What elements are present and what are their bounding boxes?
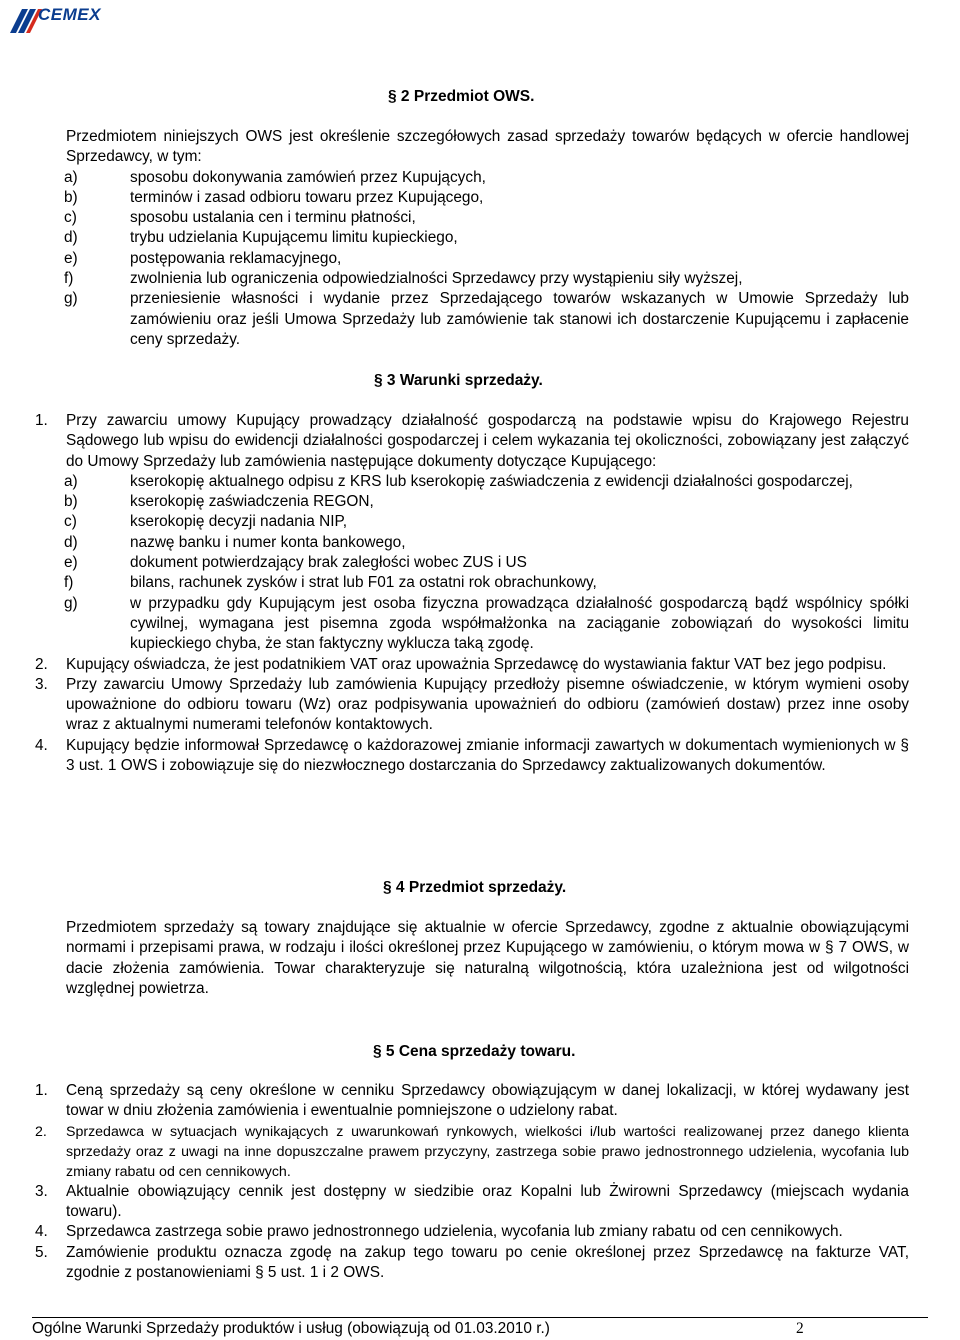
section-4-body	[66, 918, 909, 999]
list-item: f) zwolnienia lub ograniczenia odpowiedzialności Sprzedawcy przy wystąpieniu siły wyższej,	[64, 270, 743, 288]
numbered-point: 4. Sprzedawca zastrzega sobie prawo jednostronnego udzielenia, wycofania lub zmiany rabatu od cen cennikowych.	[35, 1223, 843, 1241]
section-2-body	[66, 127, 909, 350]
list-item: a) sposobu dokonywania zamówień przez Kupujących,	[64, 168, 486, 186]
list-item: d) trybu udzielania Kupującemu limitu kupieckiego,	[64, 229, 458, 247]
numbered-point: 5. Zamówienie produktu oznacza zgodę na zakup tego towaru po cenie określonej przez Sprzedawcę na fakturze VAT, zgodnie z postanowieniami § 5 ust. 1 i 2 OWS.	[35, 1243, 909, 1282]
list-item: e) postępowania reklamacyjnego,	[64, 249, 342, 267]
section-5-heading: § 5 Cena sprzedaży towaru.	[373, 1043, 576, 1060]
footer-divider	[32, 1317, 928, 1318]
list-item: g) w przypadku gdy Kupującym jest osoba fizyczna prowadząca działalność gospodarczą bądź wspólnicy spółki cywilnej, wymagana jest pisemna zgoda współmałżonka na zaciąganie zobowiązań do wysokości limitu kupieckiego chyba, że stan faktyczny wyklucza taką zgodę.	[64, 594, 909, 653]
section-2-intro: Przedmiotem niniejszych OWS jest określenie szczegółowych zasad sprzedaży towarów będących w ofercie handlowej Sprzedawcy, w tym:	[66, 128, 909, 166]
list-item: d) nazwę banku i numer konta bankowego,	[64, 533, 406, 551]
section-4-heading: § 4 Przedmiot sprzedaży.	[383, 879, 567, 896]
list-item: e) dokument potwierdzający brak zaległości wobec ZUS i US	[64, 554, 527, 572]
section-5-body	[35, 1081, 909, 1283]
list-item: a) kserokopię aktualnego odpisu z KRS lub kserokopię zaświadczenia z ewidencji działalności gospodarczej,	[64, 472, 853, 490]
section-4-text: Przedmiotem sprzedaży są towary znajdujące się aktualnie w ofercie Sprzedawcy, zgodne z aktualnie obowiązującymi normami i przepisami prawa, w rodzaju i ilości określonej przez Kupującego w zamówieniu, o którym mowa w § 7 OWS, w dacie złożenia zamówienia. Towar charakteryzuje się naturalną wilgotnością, która uzależniona jest od wilgotności względnej powietrza.	[66, 919, 909, 997]
list-item: b) kserokopię zaświadczenia REGON,	[64, 493, 374, 511]
numbered-point: 1. Ceną sprzedaży są ceny określone w cenniku Sprzedawcy obowiązującym w danej lokalizacji, w której wydawany jest towar w dniu złożenia zamówienia i ewentualnie pomniejszone o udzielony rabat.	[35, 1082, 909, 1120]
section-3-heading: § 3 Warunki sprzedaży.	[374, 372, 543, 389]
numbered-point: 4. Kupujący będzie informował Sprzedawcę o każdorazowej zmianie informacji zawartych w dokumentach wymienionych w § 3 ust. 1 OWS i zobowiązuje się do niezwłocznego dostarczania do Sprzedawcy zaktualizowanych dokumentów.	[35, 736, 909, 775]
list-item: b) terminów i zasad odbioru towaru przez Kupującego,	[64, 188, 484, 206]
list-item: g) przeniesienie własności i wydanie przez Sprzedającego towarów wskazanych w Umowie Sprzedaży lub zamówieniu oraz jeśli Umowa Sprzedaży lub zamówienie tak stanowi ich dostarczenie Kupującemu i zapłacenie ceny sprzedaży.	[64, 290, 909, 348]
numbered-point: 2. Kupujący oświadcza, że jest podatnikiem VAT oraz upoważnia Sprzedawcę do wystawiania faktur VAT bez jego podpisu.	[35, 655, 887, 673]
numbered-point: 1. Przy zawarciu umowy Kupujący prowadzący działalność gospodarczą na podstawie wpisu do Krajowego Rejestru Sądowego lub wpisu do ewidencji działalności gospodarczej i celem wykazania tej okoliczności, zobowiązany jest załączyć do Umowy Sprzedaży lub zamówienia następujące dokumenty dotyczące Kupującego:	[35, 412, 909, 470]
numbered-point: 3. Przy zawarciu Umowy Sprzedaży lub zamówienia Kupujący przedłoży pisemne oświadczenie, w którym wymieni osoby upoważnione do odbioru towaru (Wz) oraz podpisywania upoważnień do odbioru (zamówień dostaw) przez inne osoby wraz z aktualnymi numerami telefonów kontaktowych.	[35, 675, 909, 734]
page-number: 2	[796, 1320, 804, 1337]
section-3-body	[35, 411, 909, 776]
footer-title: Ogólne Warunki Sprzedaży produktów i usług (obowiązują od 01.03.2010 r.)	[32, 1320, 550, 1337]
section-2-heading: § 2 Przedmiot OWS.	[388, 88, 535, 105]
numbered-point: 2. Sprzedawca w sytuacjach wynikających z uwarunkowań rynkowych, wielkości i/lub wartości realizowanej przez danego klienta sprzedaży oraz z uwagi na inne dopuszczalne prawem przyczyny, zastrzega sobie prawo jednostronnego udzielenia, wycofania lub zmiany rabatu od cen cennikowych.	[35, 1123, 909, 1180]
logo-wordmark: CEMEX	[38, 5, 101, 24]
numbered-point: 3. Aktualnie obowiązujący cennik jest dostępny w siedzibie oraz Kopalni lub Żwirowni Sprzedawcy (miejscach wydania towaru).	[35, 1182, 909, 1221]
list-item: c) kserokopię decyzji nadania NIP,	[64, 513, 348, 531]
list-item: c) sposobu ustalania cen i terminu płatności,	[64, 209, 416, 227]
list-item: f) bilans, rachunek zysków i strat lub F01 za ostatni rok obrachunkowy,	[64, 574, 597, 592]
